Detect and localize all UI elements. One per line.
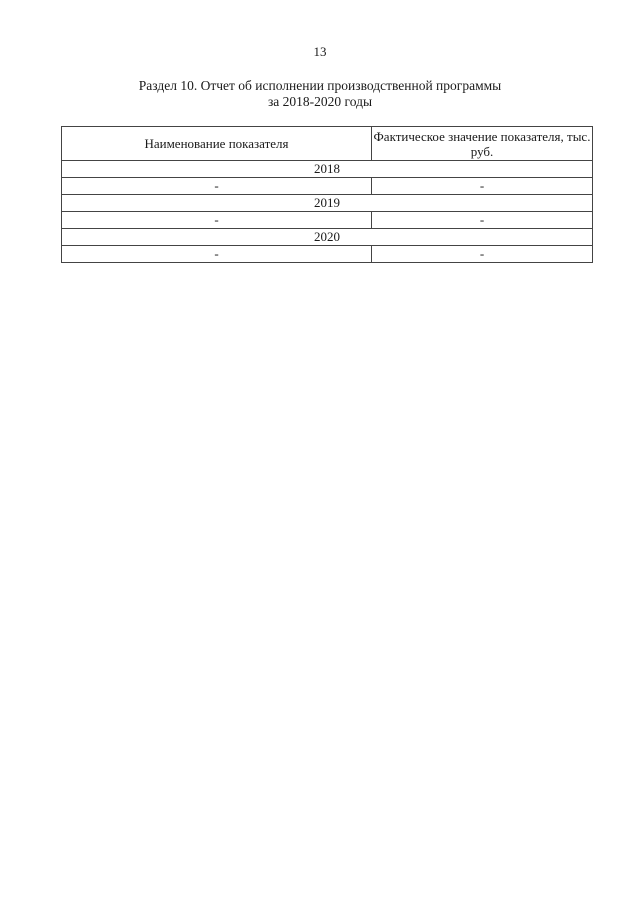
year-row-2018 [62,161,593,178]
year-label: 2019 [62,195,593,212]
header-actual-value: Фактическое значение показателя, тыс. руб. [372,127,593,161]
indicator-cell: - [62,178,372,195]
indicator-cell: - [62,212,372,229]
section-title [0,78,640,110]
section-title-line-2: за 2018-2020 годы [267,94,373,109]
table-row [62,178,593,195]
value-cell: - [372,178,593,195]
header-indicator-name: Наименование показателя [62,127,372,161]
table-row [62,246,593,263]
year-label: 2020 [62,229,593,246]
production-program-report-table [61,126,593,263]
indicator-cell: - [62,246,372,263]
value-cell: - [372,212,593,229]
section-title-line-1: Раздел 10. Отчет об исполнении производственной программы [138,78,502,93]
value-cell: - [372,246,593,263]
year-row-2019 [62,195,593,212]
year-label: 2018 [62,161,593,178]
year-row-2020 [62,229,593,246]
table-header-row [62,127,593,161]
page-number: 13 [313,44,327,59]
table-row [62,212,593,229]
